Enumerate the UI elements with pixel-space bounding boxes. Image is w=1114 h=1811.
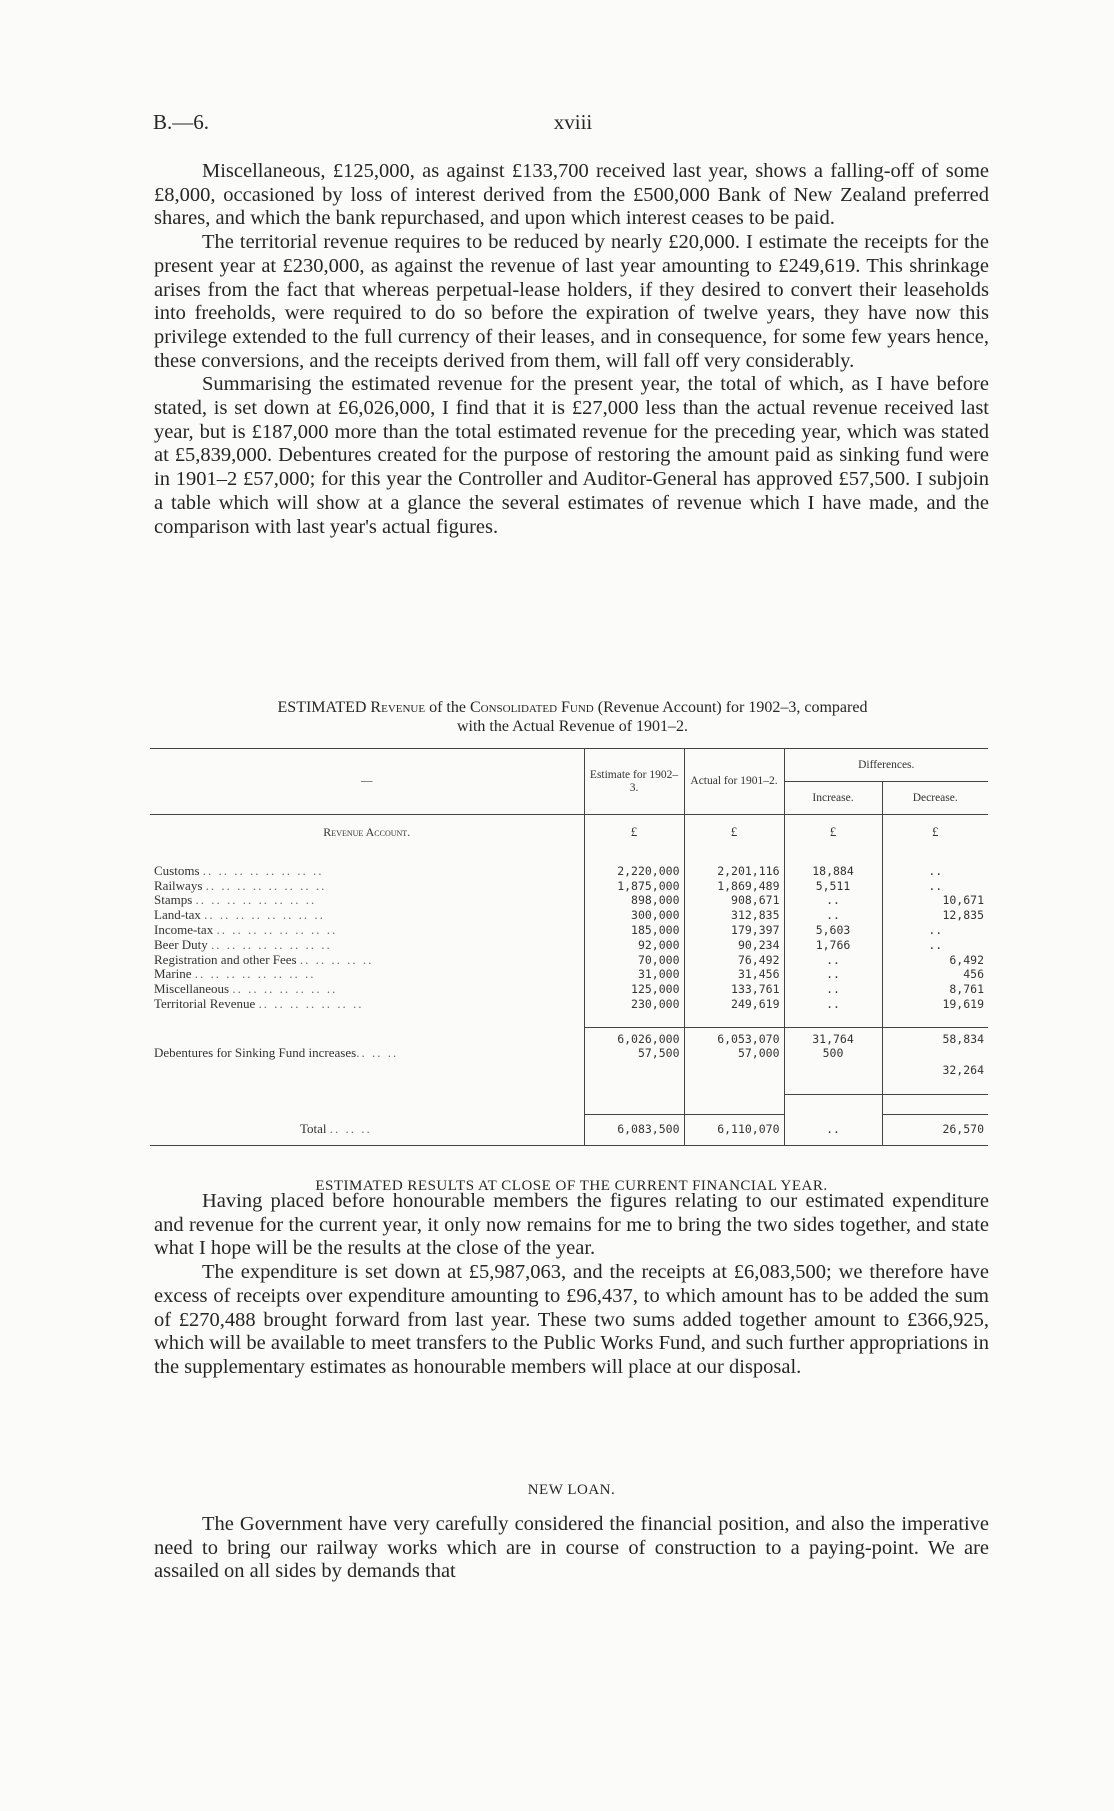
table-row: Income-tax .. .. .. .. .. .. .. .. 185,000 179,397 5,603 .. [150,923,988,938]
header-differences: Differences. [784,749,988,782]
cell-increase: .. [784,953,882,968]
subtotal-estimate: 6,026,000 [584,1027,684,1046]
table-row: Land-tax .. .. .. .. .. .. .. .. 300,000 312,835 .. 12,835 [150,908,988,923]
unit-estimate: £ [584,815,684,850]
unit-decrease: £ [882,815,988,850]
cell-estimate: 125,000 [584,982,684,997]
debentures-increase: 500 [784,1046,882,1095]
cell-estimate: 898,000 [584,893,684,908]
paragraph-expenditure: The expenditure is set down at £5,987,063, and the receipts at £6,083,500; we therefore have excess of receipts over expenditure amounting to £96,437, to which amount has to be added the sum of £270,488 brought forward from last year. These two sums added together amount to £366,925, which will be available to meet transfers to the Public Works Fund, and such further appropriations in the supplementary estimates as honourable members will place at our disposal. [154,1261,989,1378]
cell-actual: 31,456 [684,967,784,982]
header-actual: Actual for 1901–2. [684,749,784,815]
paragraph-summarising: Summarising the estimated revenue for the present year, the total of which, as I have before stated, is set down at £6,026,000, I find that it is £27,000 less than the actual revenue received last year, but is £187,000 more than the total estimated revenue for the preceding year, which was stated at £5,839,000. Debentures created for the purpose of restoring the amount paid as sinking fund were in 1901–2 £57,000; for this year the Controller and Auditor-General has approved £57,500. I subjoin a table which will show at a glance the several estimates of revenue which I have made, and the comparison with last year's actual figures. [154,373,989,538]
row-label: Railways [154,877,203,893]
row-label: Beer Duty [154,936,208,952]
paragraph-having-placed: Having placed before honourable members the figures relating to our estimated expenditure and revenue for the current year, it only now remains for me to bring the two sides together, and state what I hope will be the results at the close of the year. [154,1190,989,1260]
cell-estimate: 92,000 [584,938,684,953]
cell-decrease: 10,671 [882,893,988,908]
header-blank: — [150,749,584,815]
cell-decrease: 12,835 [882,908,988,923]
table-title [150,698,995,736]
cell-estimate: 31,000 [584,967,684,982]
cell-actual: 76,492 [684,953,784,968]
cell-increase: .. [784,908,882,923]
table-row: Registration and other Fees .. .. .. .. .. 70,000 76,492 .. 6,492 [150,953,988,968]
debentures-label: Debentures for Sinking Fund increases [154,1045,357,1061]
table-row: Customs .. .. .. .. .. .. .. .. 2,220,000 2,201,116 18,884 .. [150,864,988,879]
body-text-results [154,1190,989,1380]
revenue-table [150,748,988,1146]
header-decrease: Decrease. [882,782,988,815]
total-increase: .. [784,1115,882,1146]
subtotal-actual: 6,053,070 [684,1027,784,1046]
total-row: Total .. .. .. 6,083,500 6,110,070 .. 26,570 [150,1115,988,1146]
paragraph-territorial: The territorial revenue requires to be reduced by nearly £20,000. I estimate the receipts for the present year at £230,000, as against the revenue of last year amounting to £249,619. This shrinkage arises from the fact that whereas perpetual-lease holders, if they desired to convert their leaseholds into freeholds, were required to do so before the expiration of twelve years, they have now this privilege extended to the full currency of their leases, and in consequence, for some few years hence, these conversions, and the receipts derived from them, will fall off very considerably. [154,231,989,372]
cell-increase: 18,884 [784,864,882,879]
table-title-word: (Revenue Account) for 1902–3, compared [597,699,868,716]
cell-decrease: 8,761 [882,982,988,997]
row-label: Land-tax [154,907,201,923]
unit-increase: £ [784,815,882,850]
subtotal-decrease: 58,834 [882,1027,988,1046]
cell-increase: .. [784,893,882,908]
body-text-loan [154,1513,989,1584]
cell-decrease: .. [882,923,988,938]
table-row: Stamps .. .. .. .. .. .. .. .. 898,000 908,671 .. 10,671 [150,893,988,908]
table-row: Beer Duty .. .. .. .. .. .. .. .. 92,000 90,234 1,766 .. [150,938,988,953]
table-row: Miscellaneous .. .. .. .. .. .. .. 125,000 133,761 .. 8,761 [150,982,988,997]
cell-actual: 908,671 [684,893,784,908]
cell-actual: 1,869,489 [684,879,784,894]
cell-increase: .. [784,997,882,1012]
body-text-top [154,160,989,539]
cell-decrease: .. [882,864,988,879]
table-title-word: of the [429,699,466,716]
cell-increase: 1,766 [784,938,882,953]
cell-actual: 2,201,116 [684,864,784,879]
debentures-decrease: 32,264 [882,1046,988,1095]
table-title-word: Consolidated Fund [469,699,594,716]
row-label: Registration and other Fees [154,951,297,967]
cell-estimate: 1,875,000 [584,879,684,894]
table-title-line2: with the Actual Revenue of 1901–2. [456,718,689,735]
heading-new-loan: NEW LOAN. [527,1482,616,1498]
cell-estimate: 300,000 [584,908,684,923]
cell-actual: 312,835 [684,908,784,923]
paragraph-government: The Government have very carefully considered the financial position, and also the imperative need to bring our railway works which are in course of construction to a paying-point. We are assailed on all sides by demands that [154,1513,989,1583]
table-title-word: ESTIMATED [277,699,367,716]
row-label: Marine [154,966,192,982]
table-row: Railways .. .. .. .. .. .. .. .. 1,875,000 1,869,489 5,511 .. [150,879,988,894]
table-body [150,864,988,1146]
row-label: Miscellaneous [154,981,230,997]
total-estimate: 6,083,500 [584,1115,684,1146]
page-number: xviii [553,110,593,134]
cell-decrease: 19,619 [882,997,988,1012]
unit-actual: £ [684,815,784,850]
cell-decrease: 6,492 [882,953,988,968]
row-label: Territorial Revenue [154,995,256,1011]
cell-estimate: 2,220,000 [584,864,684,879]
row-label: Stamps [154,892,193,908]
table-row: Marine .. .. .. .. .. .. .. .. 31,000 31,456 .. 456 [150,967,988,982]
cell-increase: 5,511 [784,879,882,894]
header-increase: Increase. [784,782,882,815]
cell-increase: .. [784,982,882,997]
row-label: Customs [154,862,200,878]
total-label: Total [300,1120,327,1136]
cell-actual: 90,234 [684,938,784,953]
debentures-row: Debentures for Sinking Fund increases.. .. .. 57,500 57,000 500 32,264 [150,1046,988,1095]
total-decrease: 26,570 [882,1115,988,1146]
cell-estimate: 185,000 [584,923,684,938]
subtotal-increase: 31,764 [784,1027,882,1046]
cell-actual: 179,397 [684,923,784,938]
cell-estimate: 70,000 [584,953,684,968]
page-code: B.—6. [153,110,210,134]
cell-decrease: .. [882,938,988,953]
header-estimate: Estimate for 1902–3. [584,749,684,815]
heading-estimated-results: ESTIMATED RESULTS AT CLOSE OF THE CURRENT FINANCIAL YEAR. [315,1178,828,1194]
debentures-actual: 57,000 [684,1046,784,1095]
debentures-estimate: 57,500 [584,1046,684,1095]
subtotal-row [150,1027,988,1046]
cell-actual: 249,619 [684,997,784,1012]
total-actual: 6,110,070 [684,1115,784,1146]
table-row: Territorial Revenue .. .. .. .. .. .. .. 230,000 249,619 .. 19,619 [150,997,988,1012]
cell-increase: 5,603 [784,923,882,938]
cell-actual: 133,761 [684,982,784,997]
page-header [153,110,993,140]
cell-estimate: 230,000 [584,997,684,1012]
table-title-word: Revenue [370,699,426,716]
paragraph-miscellaneous: Miscellaneous, £125,000, as against £133,700 received last year, shows a falling-off of some £8,000, occasioned by loss of interest derived from the £500,000 Bank of New Zealand preferred shares, and which the bank repurchased, and upon which interest ceases to be paid. [154,160,989,230]
section-label: Revenue Account. [150,815,584,850]
cell-decrease: 456 [882,967,988,982]
cell-increase: .. [784,967,882,982]
row-label: Income-tax [154,921,214,937]
cell-decrease: .. [882,879,988,894]
